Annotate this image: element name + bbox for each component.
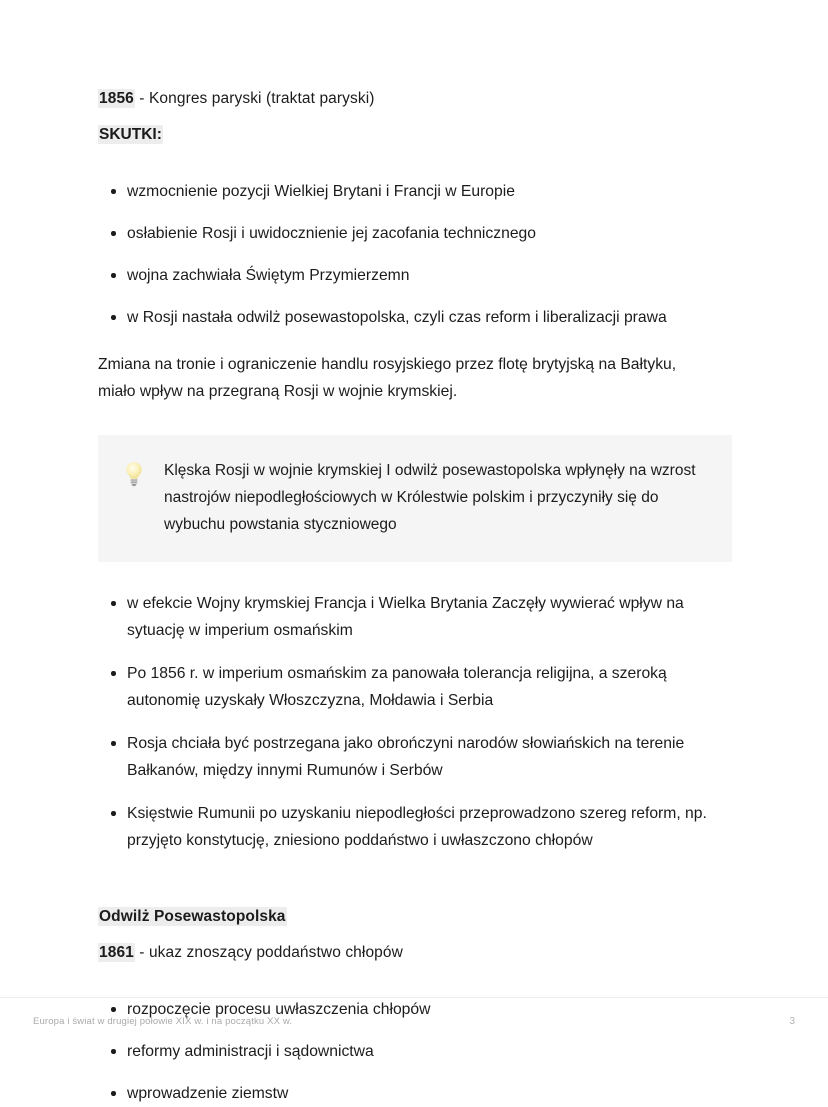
bullet-dot-icon — [111, 1049, 116, 1054]
year-highlight-1861: 1861 — [99, 944, 134, 961]
list-item — [98, 304, 732, 331]
list-item — [98, 730, 732, 784]
list-item-text: osłabienie Rosji i uwidocznienie jej zacofania technicznego — [127, 225, 536, 242]
list-item — [98, 1038, 732, 1065]
subheading-highlight: SKUTKI: — [99, 126, 162, 143]
list-item — [98, 262, 732, 289]
footer-page-number: 3 — [789, 1016, 795, 1027]
callout-text: Klęska Rosji w wojnie krymskiej I odwilż posewastopolska wpłynęły na wzrost nastrojów niepodległościowych w Królestwie polskim i przyczyniły się do wybuchu powstania styczniowego — [164, 462, 696, 533]
bullet-dot-icon — [111, 811, 116, 816]
consequences-list — [98, 590, 732, 854]
list-item-text: wojna zachwiała Świętym Przymierzemn — [127, 267, 410, 284]
list-item-text: wprowadzenie ziemstw — [127, 1085, 289, 1102]
bullet-dot-icon — [111, 1091, 116, 1096]
paragraph-zmiana: Zmiana na tronie i ograniczenie handlu rosyjskiego przez flotę brytyjską na Bałtyku, miało wpływ na przegraną Rosji w wojnie krymskiej. — [98, 356, 677, 400]
spacer-3 — [98, 405, 732, 435]
spacer-6 — [98, 978, 732, 996]
spacer-2 — [98, 331, 732, 351]
bullet-dot-icon — [111, 315, 116, 320]
list-item-text: rozpoczęcie procesu uwłaszczenia chłopów — [127, 1001, 431, 1018]
list-item — [98, 660, 732, 714]
spacer-4 — [98, 562, 732, 590]
subheading-skutki — [98, 124, 732, 146]
list-item — [98, 1080, 732, 1107]
spacer-5 — [98, 854, 732, 906]
bullet-dot-icon — [111, 601, 116, 606]
list-item-text: Rosja chciała być postrzegana jako obrończyni narodów słowiańskich na terenie Bałkanów, między innymi Rumunów i Serbów — [127, 735, 685, 779]
lightbulb-icon — [124, 461, 146, 487]
bullet-dot-icon — [111, 741, 116, 746]
list-item — [98, 590, 732, 644]
page-footer — [33, 1016, 795, 1027]
list-item-text: Księstwie Rumunii po uzyskaniu niepodległości przeprowadzono szereg reform, np. przyjęto konstytucję, zniesiono poddaństwo i uwłaszczono chłopów — [127, 805, 707, 849]
footer-title: Europa i świat w drugiej połowie XIX w. i na początku XX w. — [33, 1016, 293, 1027]
list-item-text: w efekcie Wojny krymskiej Francja i Wielka Brytania Zaczęły wywierać wpływ na sytuację w imperium osmańskim — [127, 595, 684, 639]
section2-heading — [98, 906, 732, 928]
page-content — [98, 88, 732, 1107]
heading-1861-rest: - ukaz znoszący poddaństwo chłopów — [134, 944, 403, 961]
bullet-dot-icon — [111, 1007, 116, 1012]
heading-1856-rest: - Kongres paryski (traktat paryski) — [134, 90, 375, 107]
bullet-dot-icon — [111, 273, 116, 278]
list-item — [98, 220, 732, 247]
bullet-dot-icon — [111, 671, 116, 676]
effects-list — [98, 178, 732, 331]
section2-heading-highlight: Odwilż Posewastopolska — [99, 908, 286, 925]
list-item-text: Po 1856 r. w imperium osmańskim za panowała tolerancja religijna, a szeroką autonomię uzyskały Włoszczyzna, Mołdawia i Serbia — [127, 665, 667, 709]
bullet-dot-icon — [111, 189, 116, 194]
footer-divider — [0, 997, 828, 998]
heading-1856 — [98, 88, 732, 110]
callout-box — [98, 435, 732, 562]
list-item-text: reformy administracji i sądownictwa — [127, 1043, 374, 1060]
spacer-1 — [98, 160, 732, 178]
list-item-text: w Rosji nastała odwilż posewastopolska, czyli czas reform i liberalizacji prawa — [127, 309, 667, 326]
year-highlight-1856: 1856 — [99, 90, 134, 107]
bullet-dot-icon — [111, 231, 116, 236]
section2-list — [98, 996, 732, 1107]
list-item — [98, 800, 732, 854]
heading-1861 — [98, 942, 732, 964]
list-item — [98, 178, 732, 205]
list-item-text: wzmocnienie pozycji Wielkiej Brytani i Francji w Europie — [127, 183, 515, 200]
